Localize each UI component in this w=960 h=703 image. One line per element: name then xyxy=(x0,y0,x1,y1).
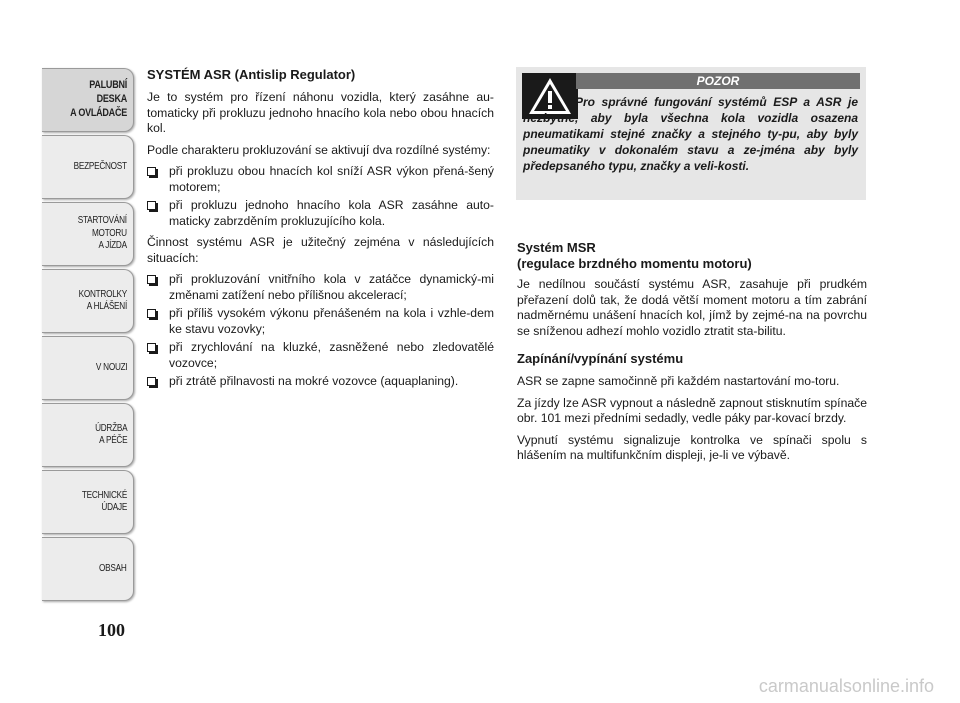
tab-v-nouzi[interactable] xyxy=(42,336,134,400)
list-item xyxy=(147,164,494,195)
asr-title: SYSTÉM ASR (Antislip Regulator) xyxy=(147,67,356,82)
list-item-text: při zrychlování na kluzké, zasněžené nebo zledovatělé vozovce; xyxy=(169,340,494,370)
watermark: carmanualsonline.info xyxy=(758,676,934,696)
tab-udrzba[interactable] xyxy=(42,403,134,467)
tab-bezpecnost[interactable] xyxy=(42,135,134,199)
warning-box xyxy=(516,67,866,200)
tab-obsah[interactable] xyxy=(42,537,134,601)
checkbox-bullet-icon xyxy=(147,201,156,210)
list-item xyxy=(147,374,494,390)
checkbox-bullet-icon xyxy=(147,167,156,176)
checkbox-bullet-icon xyxy=(147,377,156,386)
msr-title xyxy=(517,240,867,272)
tab-startovani[interactable] xyxy=(42,202,134,266)
tab-label: V NOUZI xyxy=(95,361,127,373)
tab-kontrolky[interactable] xyxy=(42,269,134,333)
asr-modes-intro: Podle charakteru prokluzování se aktivují dva rozdílné systémy: xyxy=(147,142,491,157)
list-item-text: při příliš vysokém výkonu přenášeném na kola i vzhle-dem ke stavu vozovky; xyxy=(169,306,494,336)
asr-intro: Je to systém pro řízení náhonu vozidla, který zasáhne au-tomaticky při prokluzu jednoho hnacího kola nebo obou hnacích kol. xyxy=(147,90,494,135)
list-item xyxy=(147,198,494,229)
tab-label: KONTROLKY A HLÁŠENÍ xyxy=(78,288,127,312)
list-item xyxy=(147,340,494,371)
tab-label: BEZPEČNOST xyxy=(73,160,127,172)
asr-situations-intro: Činnost systému ASR je užitečný zejména v následujících situacích: xyxy=(147,235,494,265)
list-item-text: při prokluzu jednoho hnacího kola ASR zasáhne auto-maticky zabrzděním prokluzujícího kola. xyxy=(169,198,494,228)
tab-technicke-udaje[interactable] xyxy=(42,470,134,534)
page-number: 100 xyxy=(98,620,125,640)
list-item-text: při ztrátě přilnavosti na mokré vozovce (aquaplaning). xyxy=(169,374,459,388)
checkbox-bullet-icon xyxy=(147,309,156,318)
section-tabs xyxy=(42,68,134,604)
msr-title-line2: (regulace brzdného momentu motoru) xyxy=(517,256,752,271)
tab-label: PALUBNÍ DESKA A OVLÁDAČE xyxy=(70,79,127,119)
list-item-text: při prokluzování vnitřního kola v zatáčce dynamický-mi změnami zatížení nebo přílišnou akcelerací; xyxy=(169,272,494,302)
list-item xyxy=(147,272,494,303)
tab-label: OBSAH xyxy=(99,562,127,574)
asr-situations-list xyxy=(147,272,494,390)
switch-title: Zapínání/vypínání systému xyxy=(517,351,684,366)
switch-paragraph-1: ASR se zapne samočinně při každém nastartování mo-toru. xyxy=(517,374,840,388)
tab-label: TECHNICKÉ ÚDAJE xyxy=(81,489,127,513)
switch-paragraph-2: Za jízdy lze ASR vypnout a následně zapnout stisknutím spínače obr. 101 mezi předními sedadly, vedle páky par-kovací brzdy. xyxy=(517,395,867,425)
msr-section xyxy=(517,240,867,470)
list-item xyxy=(147,306,494,337)
msr-title-line1: Systém MSR xyxy=(517,240,596,255)
tab-label: ÚDRŽBA A PÉČE xyxy=(94,422,127,446)
list-item-text: při prokluzu obou hnacích kol sníží ASR výkon přená-šený motorem; xyxy=(169,164,494,194)
switch-paragraph-3: Vypnutí systému signalizuje kontrolka ve spínači spolu s hlášením na multifunkčním displeji, je-li ve výbavě. xyxy=(517,432,867,462)
warning-text: Pro správné fungování systémů ESP a ASR je nezbytné, aby byla všechna kola vozidla osazena pneumatikami stejné značky a stejného ty-pu, aby byly pneumatiky v dokonalém stavu a ze-jména aby byly předepsaného typu, značky a veli-kosti. xyxy=(523,95,858,173)
tab-label: STARTOVÁNÍ MOTORU A JÍZDA xyxy=(77,215,127,252)
checkbox-bullet-icon xyxy=(147,343,156,352)
msr-text: Je nedílnou součástí systému ASR, zasahuje při prudkém přeřazení dolů tak, že dodá větší moment motoru a tím zabrání nadměrnému unášení hnacích kol, jímž by zejmé-na na povrchu se sníženou adhezí mohlo vozidlo ztratit sta-bilitu. xyxy=(517,277,867,338)
checkbox-bullet-icon xyxy=(147,275,156,284)
tab-palubni-deska[interactable] xyxy=(42,68,134,132)
asr-section xyxy=(147,67,494,396)
asr-modes-list xyxy=(147,164,494,229)
warning-title: POZOR xyxy=(576,73,860,89)
